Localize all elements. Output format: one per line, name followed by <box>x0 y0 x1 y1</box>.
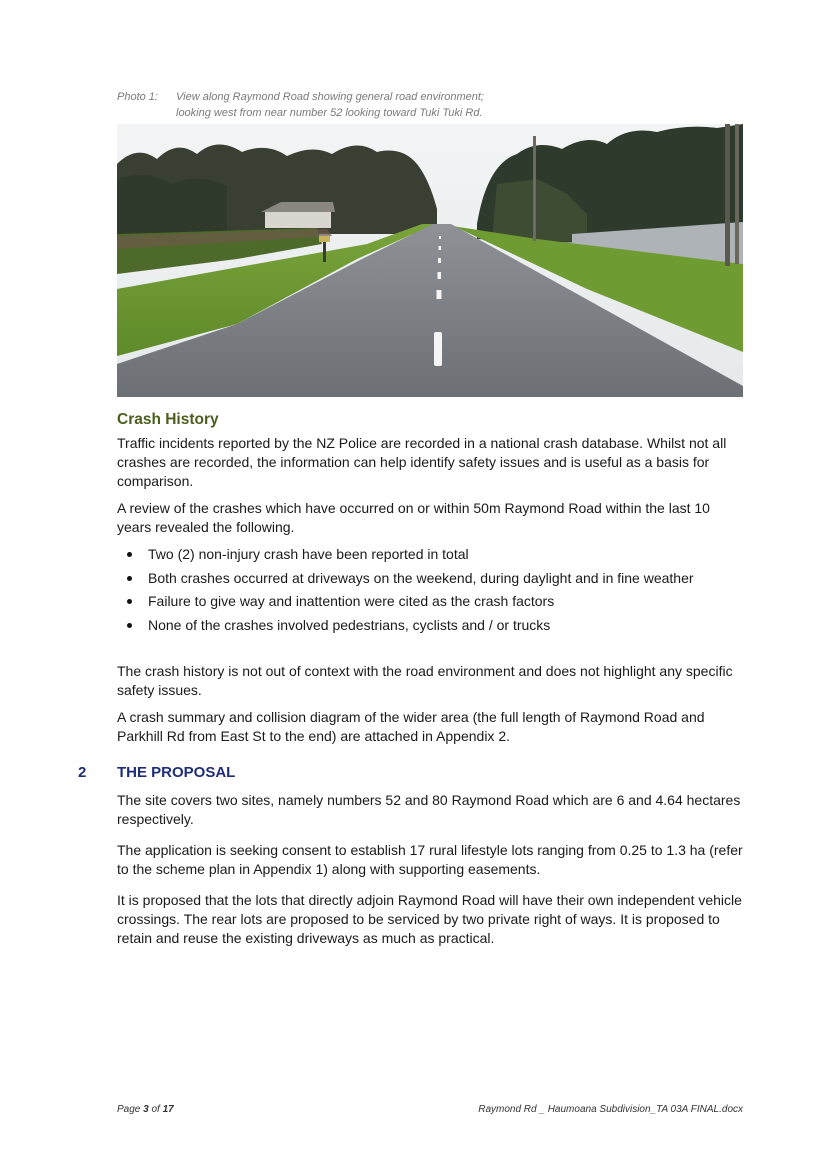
proposal-para-3: It is proposed that the lots that directly adjoin Raymond Road will have their own independent vehicle crossings. The rear lots are proposed to be serviced by two private right of ways. It is proposed to retain and reuse the existing driveways as much as practical. <box>117 892 742 946</box>
body-content <box>78 410 747 956</box>
crash-para-2: A review of the crashes which have occurred on or within 50m Raymond Road within the last 10 years revealed the following. <box>117 500 710 535</box>
list-item: Failure to give way and inattention were cited as the crash factors <box>117 592 747 611</box>
section-title: THE PROPOSAL <box>117 764 236 781</box>
crash-history-heading: Crash History <box>117 411 219 428</box>
section-number: 2 <box>78 764 87 781</box>
photo-caption <box>117 89 484 121</box>
crash-para-1: Traffic incidents reported by the NZ Police are recorded in a national crash database. Whilst not all crashes are recorded, the information can help identify safety issues and is useful as a basis for comparison. <box>117 435 727 489</box>
crash-para-4: A crash summary and collision diagram of the wider area (the full length of Raymond Road and Parkhill Rd from East St to the end) are attached in Appendix 2. <box>117 709 705 744</box>
list-item: Both crashes occurred at driveways on the weekend, during daylight and in fine weather <box>117 569 747 588</box>
proposal-para-1: The site covers two sites, namely numbers 52 and 80 Raymond Road which are 6 and 4.64 hectares respectively. <box>117 792 741 827</box>
list-item: Two (2) non-injury crash have been reported in total <box>117 545 747 564</box>
caption-label: Photo 1: <box>117 91 158 103</box>
road-photo <box>117 124 743 397</box>
document-filename: Raymond Rd _ Haumoana Subdivision_TA 03A FINAL.docx <box>478 1104 743 1115</box>
proposal-section-heading <box>78 763 747 782</box>
crash-para-3: The crash history is not out of context with the road environment and does not highlight any specific safety issues. <box>117 663 733 698</box>
crash-findings-list <box>117 545 747 635</box>
caption-line-2: looking west from near number 52 looking toward Tuki Tuki Rd. <box>176 107 483 119</box>
proposal-para-2: The application is seeking consent to establish 17 rural lifestyle lots ranging from 0.25 to 1.3 ha (refer to the scheme plan in Appendix 1) along with supporting easements. <box>117 842 743 877</box>
page-number: Page 3 of 17 <box>117 1104 174 1115</box>
caption-line-1: View along Raymond Road showing general road environment; <box>176 91 484 103</box>
list-item: None of the crashes involved pedestrians, cyclists and / or trucks <box>117 616 747 635</box>
